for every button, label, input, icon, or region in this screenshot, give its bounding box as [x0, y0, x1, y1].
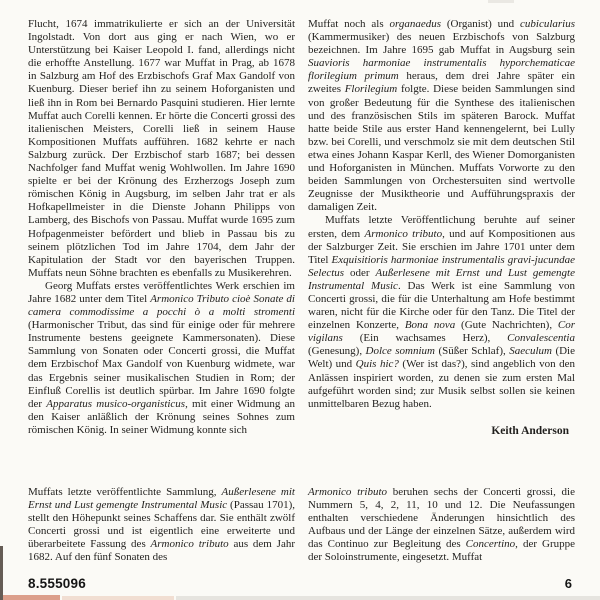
author-credit: Keith Anderson — [491, 424, 569, 437]
scan-pink-strip-artifact — [3, 595, 60, 600]
right-column-paragraphs — [308, 18, 575, 411]
bottom-right-column — [308, 486, 575, 565]
scan-edge-artifact — [0, 546, 3, 600]
scan-top-smudge-artifact — [488, 0, 514, 3]
paragraph: Muffat noch als organaedus (Organist) und cubicularius (Kammermusiker) des neuen Erzbischofs von Salzburg bezeichnen. Im Jahre 1695 gab Muffat in Augsburg sein Suavioris harmoniae instrumentalis hyporchematicae florilegium primum heraus, dem drei Jahre später ein zweites Florilegium folgte. Diese beiden Sammlungen sind von großer Bedeutung für die Synthese des italienischen und des französischen Stils im späteren Barock. Muffat hatte beide Stile aus erster Hand kennengelernt, bei Lully bzw. bei Corelli, und verschmolz sie mit dem deutschen Stil etwa eines Johann Kaspar Kerll, des Wiener Domorganisten und Hoforganisten in München. Muffats Vorworte zu den beiden Sammlungen von Orchestersuiten sind wertvolle Zeugnisse der Musiktheorie und Aufführungspraxis der damaligen Zeit. — [308, 18, 576, 214]
paragraph: Georg Muffats erstes veröffentlichtes Werk erschien im Jahre 1682 unter dem Titel Armonico Tributo cioè Sonate di camera commodissime a pocchi ò a molti stromenti (Harmonischer Tribut, das sind für einige oder für mehrere Instrumente bestens geeignete Kammersonaten). Diese Sammlung von Sonaten oder Concerti grossi, die Muffat dem Erzbischof Max Gandolf von Kuenburg widmete, war das Ergebnis seiner musikalischen Studien in Rom; der Einfluß Corellis ist deutlich spürbar. Im Jahre 1690 folgte der Apparatus musico-organisticus, mit einer Widmung an den Kaiser anläßlich der Krönung seines Sohnes zum römischen König. In seiner Widmung konnte sich — [28, 279, 296, 436]
catalog-number: 8.555096 — [28, 576, 86, 591]
main-text-columns — [28, 18, 575, 437]
left-text-column — [28, 18, 295, 437]
page-number: 6 — [564, 576, 572, 591]
paragraph: Armonico tributo beruhen sechs der Concerti grossi, die Nummern 5, 4, 2, 11, 10 und 12. Die Neufassungen enthalten verschiedene Änderungen hinsichtlich des Aufbaus und der Länge der einzelnen Sätze, außerdem wird das Continuo zur Begleitung des Concertino, der Gruppe der Soloinstrumente, eingesetzt. Muffat — [308, 486, 575, 564]
scan-pink-faint-artifact — [62, 596, 174, 600]
right-text-column — [308, 18, 575, 437]
paragraph: Flucht, 1674 immatrikulierte er sich an der Universität Ingolstadt. Von dort aus ging er nach Wien, wo er Unterstützung bei Kaiser Leopold I. fand, allerdings nicht die erhoffte Anstellung. 1677 war Muffat in Prag, ab 1678 in Salzburg am Hof des Erzbischofs Graf Max Gandolf von Kuenburg. Dieser berief ihn zu seinem Hoforganisten und ließ ihn in Rom bei Bernardo Pasquini studieren. Hier lernte Muffat auch Corelli kennen. Er hörte die Concerti grossi des italienischen Meisters, Corelli ließ in seinem Hause Kompositionen Muffats aufführen. 1682 kehrte er nach Salzburg zurück. Der Erzbischof starb 1687; bei dessen Nachfolger fand Muffat wenig Wohlwollen. Im Jahre 1690 spielte er bei der Krönung des Erzherzogs Joseph zum römischen König in Augsburg, im selben Jahr trat er als Hofkapellmeister in die Dienste Johann Philipps von Lamberg, des Bischofs von Passau. Muffat wurde 1695 zum Hofpagenmeister befördert und blieb in Passau bis zu seinem plötzlichen Tod im Jahre 1704, dem Jahr der Kapitulation der Stadt vor den bayerischen Truppen. Muffats neun Söhne brachten es ebenfalls zu Musikerehren. — [28, 18, 295, 279]
bottom-text-columns — [28, 486, 575, 565]
scan-bottom-smudge-artifact — [176, 596, 600, 600]
paragraph: Muffats letzte Veröffentlichung beruhte auf seiner ersten, dem Armonico tributo, und auf Kompositionen aus der Salzburger Zeit. Sie erschien im Jahre 1701 unter dem Titel Exquisitioris harmoniae instrumentalis gravi-jucundae Selectus oder Außerlesene mit Ernst und Lust gemengte Instrumental Music. Das Werk ist eine Sammlung von Concerti grossi, die für die Unterhaltung am Hofe bestimmt waren, nicht für die Kirche oder für den Tanz. Die Titel der einzelnen Konzerte, Bona nova (Gute Nachrichten), Cor vigilans (Ein wachsames Herz), Convalescentia (Genesung), Dolce somnium (Süßer Schlaf), Saeculum (Die Welt) und Quis hic? (Wer ist das?), sind angeblich von den Anlässen inspiriert worden, zu denen sie zum ersten Mal aufgeführt worden sind; zur Musik selbst sollen sie keinen unmittelbaren Bezug haben. — [308, 214, 576, 410]
bottom-left-column — [28, 486, 295, 565]
paragraph: Muffats letzte veröffentlichte Sammlung, Außerlesene mit Ernst und Lust gemengte Instrumental Music (Passau 1701), stellt den Höhepunkt seines Schaffens dar. Sie enthält zwölf Concerti grossi und ist eigentlich eine erweiterte und überarbeitete Fassung des Armonico tributo aus dem Jahr 1682. Auf den fünf Sonaten des — [28, 486, 295, 564]
